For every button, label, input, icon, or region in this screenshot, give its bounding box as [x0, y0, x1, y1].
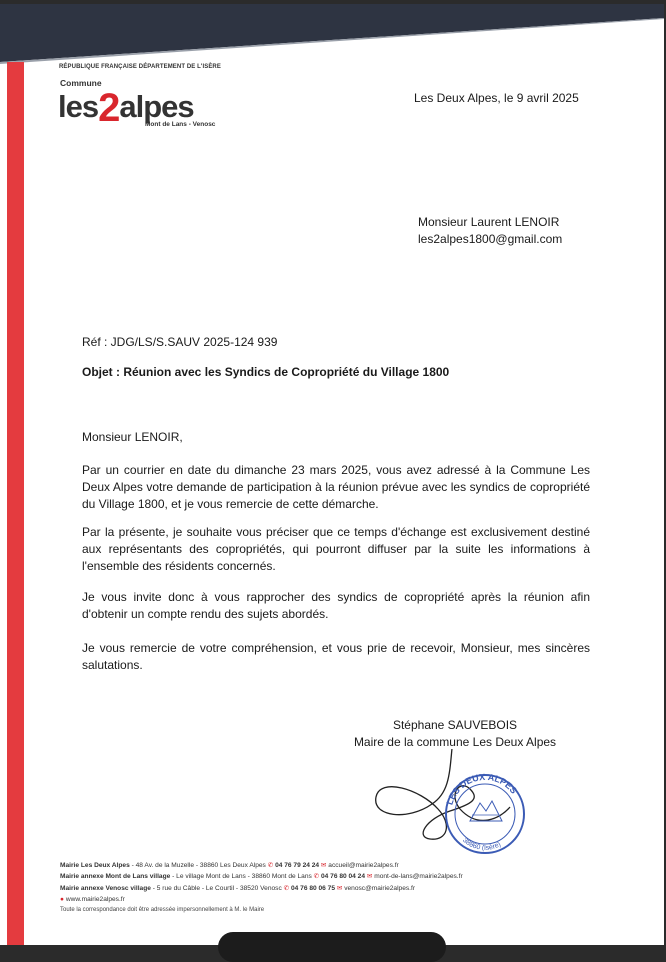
svg-text:LES DEUX ALPES — [444, 772, 519, 806]
logo-subtitle: Mont de Lans - Venosc — [145, 121, 216, 128]
footer-email[interactable]: accueil@mairie2alpes.fr — [328, 862, 399, 869]
paragraph-2: Par la présente, je souhaite vous préciser que ce temps d'échange est exclusivement destiné aux représentants des copropriétés, qui pourront diffuser par la suite les informations à l'ensemble des résidents concernés. — [82, 525, 590, 573]
paragraph-3: Je vous invite donc à vous rapprocher des syndics de copropriété après la réunion afin d'obtenir un compte rendu des sujets abordés. — [82, 590, 590, 621]
letter-page — [0, 4, 664, 945]
signatory-title: Maire de la commune Les Deux Alpes — [353, 735, 557, 749]
phone-icon: ✆ — [267, 862, 274, 869]
footer-line-main: Mairie Les Deux Alpes - 48 Av. de la Muzelle - 38860 Les Deux Alpes ✆ 04 76 79 24 24 ✉ accueil@mairie2alpes.fr — [60, 862, 399, 869]
republic-line: RÉPUBLIQUE FRANÇAISE DÉPARTEMENT DE L'ISÈRE — [59, 64, 221, 70]
reference-line: Réf : JDG/LS/S.SAUV 2025-124 939 — [82, 335, 278, 349]
subject-line: Objet : Réunion avec les Syndics de Copropriété du Village 1800 — [82, 365, 450, 379]
letter-date: Les Deux Alpes, le 9 avril 2025 — [414, 91, 579, 105]
logo-commune-label: Commune — [60, 78, 102, 88]
header-band — [0, 4, 664, 64]
recipient-block — [418, 214, 562, 248]
side-accent-bar — [7, 62, 24, 945]
mail-icon: ✉ — [366, 873, 373, 881]
footer-website[interactable]: www.mairie2alpes.fr — [65, 895, 125, 903]
logo-les: les — [58, 89, 99, 124]
mail-icon: ✉ — [336, 884, 343, 892]
footer-website-line — [60, 894, 463, 905]
signature-and-stamp — [360, 749, 560, 859]
footer-notice: Toute la correspondance doit être adressée impersonnellement à M. le Maire — [60, 907, 265, 914]
recipient-name: Monsieur Laurent LENOIR — [418, 215, 560, 229]
footer-email[interactable]: venosc@mairie2alpes.fr — [344, 884, 416, 892]
footer-phone: 04 76 79 24 24 — [275, 862, 320, 869]
phone-icon: ✆ — [283, 884, 290, 892]
signatory-name: Stéphane SAUVEBOIS — [392, 718, 518, 732]
paragraph-4: Je vous remercie de votre compréhension, et vous prie de recevoir, Monsieur, mes sincères salutations. — [82, 641, 590, 672]
mail-icon: ✉ — [320, 862, 327, 869]
phone-icon: ✆ — [313, 873, 320, 881]
footer-phone: 04 76 80 04 24 — [321, 873, 366, 881]
recipient-email: les2alpes1800@gmail.com — [418, 232, 563, 246]
stamp-text-bottom: 38860 (Isère) — [461, 836, 503, 852]
footer-line-mont-de-lans: Mairie annexe Mont de Lans village - Le village Mont de Lans - 38860 Mont de Lans ✆ 04 76 80 04 24 ✉ mont-de-lans@mairie2alpes.fr — [60, 873, 463, 881]
greeting: Monsieur LENOIR, — [82, 430, 183, 444]
footer-phone: 04 76 80 06 75 — [290, 884, 335, 892]
footer-line-venosc: Mairie annexe Venosc village - 5 rue du Câble - Le Courtil - 38520 Venosc ✆ 04 76 80 06 75 ✉ venosc@mairie2alpes.fr — [60, 884, 416, 892]
globe-icon: ● — [60, 895, 64, 903]
footer-email[interactable]: mont-de-lans@mairie2alpes.fr — [374, 873, 463, 881]
viewer-toolbar[interactable] — [218, 932, 446, 962]
handwritten-signature — [376, 749, 510, 839]
stamp-text-top: LES DEUX ALPES — [444, 771, 520, 807]
logo-alpes: alpes — [119, 89, 194, 124]
logo-two: 2 — [98, 86, 120, 130]
paragraph-1: Par un courrier en date du dimanche 23 mars 2025, vous avez adressé à la Commune Les Deux Alpes votre demande de participation à la réunion prévue avec les syndics de copropriété du Village 1800, et je vous remercie de cette démarche. — [82, 463, 590, 511]
footer — [60, 860, 463, 916]
